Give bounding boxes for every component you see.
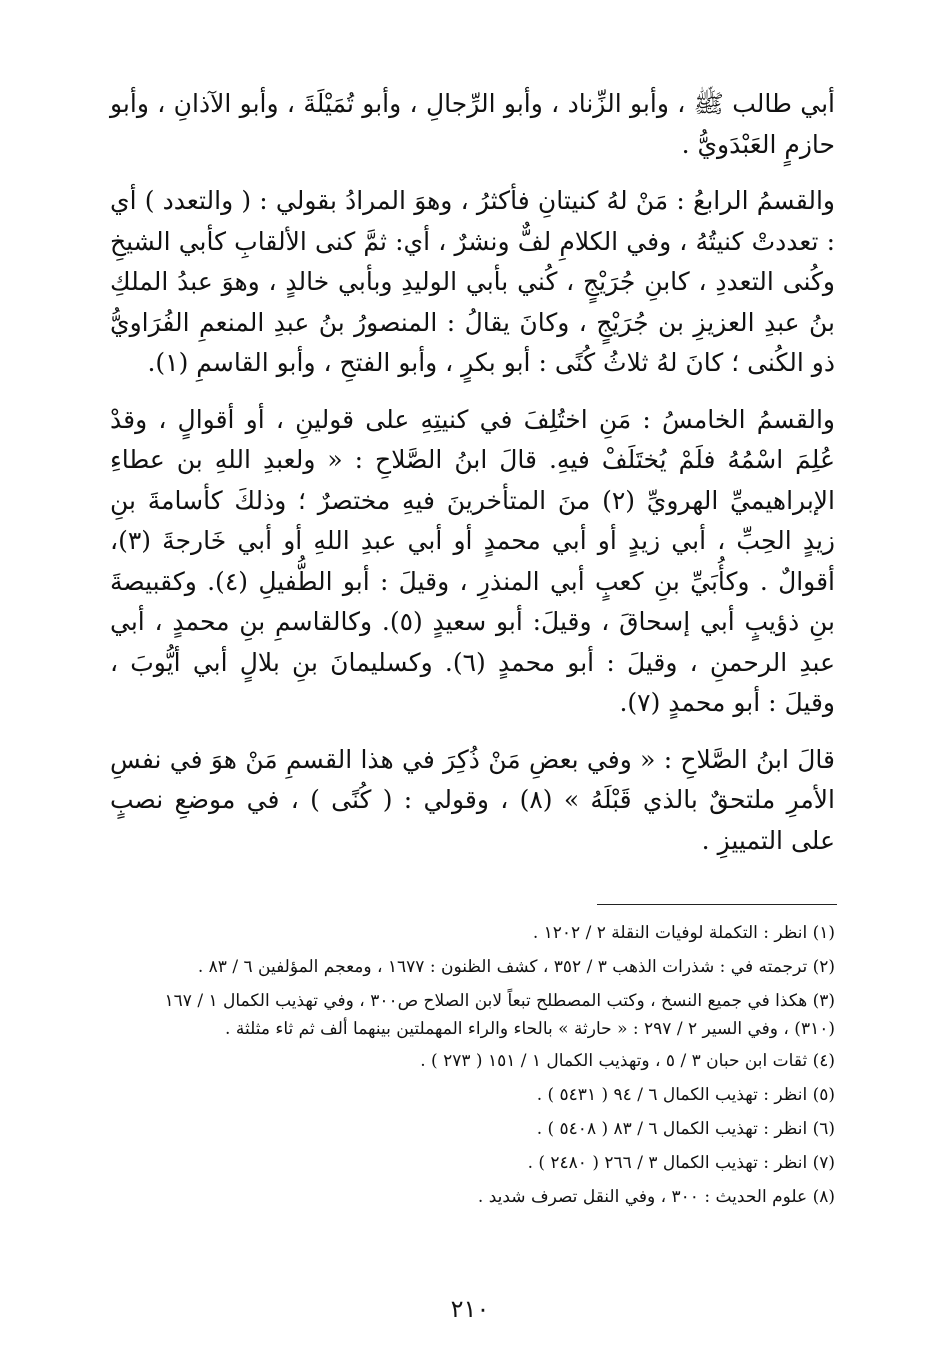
paragraph-3: والقسمُ الخامسُ : مَنِ اختُلِفَ في كنيتِهِ على قولينِ ، أو أقوالٍ ، وقدْ عُلِمَ اسْمُهُ فلَمْ يُختَلَفْ فيهِ. قالَ ابنُ الصَّلاحِ : « ولعبدِ اللهِ بن عطاءِ الإبراهيميِّ الهرويِّ (٢) منَ المتأخرينَ فيهِ مختصرٌ ؛ وذلكَ كأسامةَ بنِ زيدٍ الحِبِّ ، أبي زيدٍ أو أبي محمدٍ أو أبي عبدِ اللهِ أو أبي خَارجةَ (٣)، أقوالٌ . وكأُبَيِّ بنِ كعبٍ أبي المنذرِ ، وقيلَ : أبو الطُّفيلِ (٤). وكقبيصةَ بنِ ذؤيبٍ أبي إسحاقَ ، وقيلَ: أبو سعيدٍ (٥). وكالقاسمِ بنِ محمدٍ ، أبي عبدِ الرحمنِ ، وقيلَ : أبو محمدٍ (٦). وكسليمانَ بنِ بلالٍ أبي أيُّوبَ ، وقيلَ : أبو محمدٍ (٧). [110,404,835,717]
footnote-3-continued: (٣١٠) ، وفي السير ٢ / ٢٩٧ : « حارثة » بالحاء والراء المهملتين بينهما ألف ثم ثاء مثلثة . [225,1019,835,1039]
footnote-3: (٣) هكذا في جميع النسخ ، وكتب المصطلح تبعاً لابن الصلاح ص٣٠٠ ، وفي تهذيب الكمال ١ / ١٦٧ [164,991,835,1011]
footnote-6: (٦) انظر : تهذيب الكمال ٦ / ٨٣ ( ٥٤٠٨ ) . [536,1119,835,1139]
footnote-4: (٤) ثقات ابن حبان ٣ / ٥ ، وتهذيب الكمال ١ / ١٥١ ( ٢٧٣ ) . [420,1051,835,1071]
page-number: ٢١٠ [450,1295,490,1323]
footnote-separator [597,904,837,905]
paragraph-1: أبي طالب ﷺ ، وأبو الزِّناد ، وأبو الرِّجالِ ، وأبو تُمَيْلَةَ ، وأبو الآذانِ ، وأبو حازمٍ العَبْدَويُّ . [110,89,835,159]
footnotes [110,918,835,1212]
footnote-2: (٢) ترجمته في : شذرات الذهب ٣ / ٣٥٢ ، كشف الظنون : ١٦٧٧ ، ومعجم المؤلفين ٦ / ٨٣ . [197,957,835,977]
paragraph-4: قالَ ابنُ الصَّلاحِ : « وفي بعضِ مَنْ ذُكِرَ في هذا القسمِ مَنْ هوَ في نفسِ الأمرِ ملتحقٌ بالذي قَبْلَهُ » (٨) ، وقولي : ( كُنًى ) ، في موضعِ نصبٍ على التمييزِ . [110,744,835,855]
footnote-7: (٧) انظر : تهذيب الكمال ٣ / ٢٦٦ ( ٢٤٨٠ ) . [527,1153,835,1173]
footnote-1: (١) انظر : التكملة لوفيات النقلة ٢ / ١٢٠٢ . [532,923,835,943]
footnote-5: (٥) انظر : تهذيب الكمال ٦ / ٩٤ ( ٥٤٣١ ) . [536,1085,835,1105]
paragraph-2: والقسمُ الرابعُ : مَنْ لهُ كنيتانِ فأكثرُ ، وهوَ المرادُ بقولي : ( والتعدد ) أي : تعددتْ كنيتُهُ ، وفي الكلامِ لفٌّ ونشرٌ ، أي: ثمَّ كنى الألقابِ كأبي الشيخِ وكُنى التعددِ ، كابنِ جُرَيْجٍ ، كُني بأبي الوليدِ وبأبي خالدٍ ، وهوَ عبدُ الملكِ بنُ عبدِ العزيزِ بن جُرَيْجٍ ، وكانَ يقالُ : المنصورُ بنُ عبدِ المنعمِ الفُرَاويُّ ذو الكُنى ؛ كانَ لهُ ثلاثُ كُنًى : أبو بكرٍ ، وأبو الفتحِ ، وأبو القاسمِ (١). [110,186,835,377]
main-text [110,84,835,861]
footnote-8: (٨) علوم الحديث : ٣٠٠ ، وفي النقل تصرف شديد . [477,1187,835,1207]
